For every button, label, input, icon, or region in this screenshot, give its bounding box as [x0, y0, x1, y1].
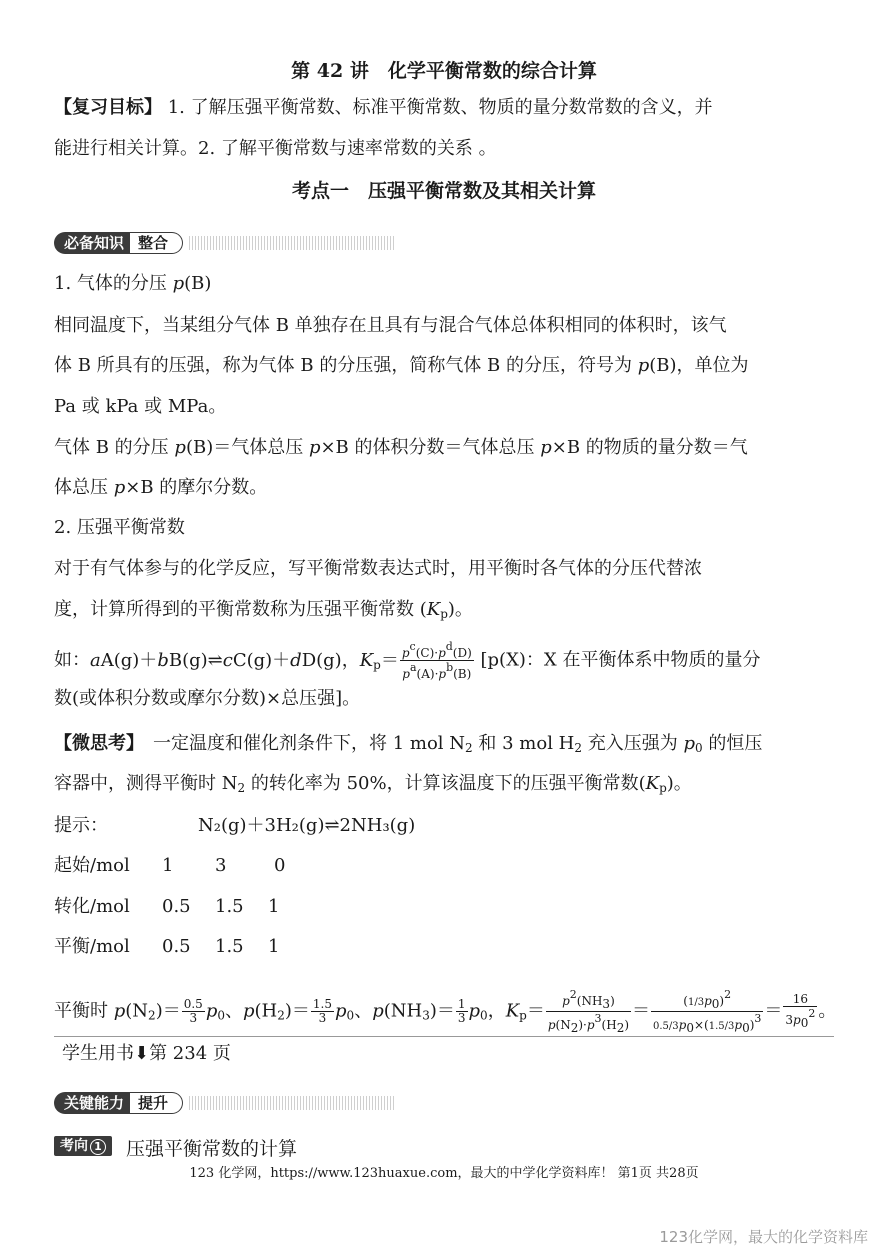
think-text-1: 一定温度和催化剂条件下，将 1 mol N [135, 733, 466, 754]
think-text-2b: 的转化率为 50%，计算该温度下的压强平衡常数( [245, 773, 646, 794]
k2-eg-pre: 如： [54, 649, 90, 671]
banner-light-label: 整合 [130, 232, 183, 254]
k2-eg-line2: 数(或体积分数或摩尔分数)×总压强]。 [54, 688, 361, 709]
page-footer: 123 化学网，https://www.123huaxue.com，最大的中学化学资料库！ 第1页 共28页 [189, 1166, 699, 1181]
review-goals [54, 97, 713, 119]
hint-row-value: 1 [268, 896, 280, 917]
banner-light-label: 提升 [130, 1092, 183, 1114]
k2-p1b-tail: )。 [447, 599, 473, 620]
hint-row-value: 1.5 [215, 936, 244, 957]
think-text-1b: 和 3 mol H [472, 733, 575, 754]
kp-symbol: K [426, 599, 441, 620]
k1-p2b-pre: 体总压 [54, 477, 114, 498]
k1-para-2b [54, 477, 267, 499]
banner-stripe [189, 236, 395, 250]
k1-p2a-mid3: ×B 的物质的量分数＝气 [551, 437, 748, 458]
k1-para-1a: 相同温度下，当某组分气体 B 单独存在且具有与混合气体总体积相同的体积时，该气 [54, 315, 727, 336]
think-text-1d: 的恒压 [702, 733, 763, 754]
k2-example [54, 640, 760, 681]
k1-heading-symbol: p [172, 273, 185, 294]
k2-para-1b: 度，计算所得到的平衡常数称为压强平衡常数 $(K_p)$。 [54, 599, 473, 621]
circled-number: 1 [90, 1139, 106, 1155]
section-title: 考点一 压强平衡常数及其相关计算 [291, 180, 596, 202]
hint-row-label: 平衡/mol [54, 936, 130, 957]
k1-p2b-tail: ×B 的摩尔分数。 [125, 477, 268, 498]
banner-dark-label: 关键能力 [54, 1092, 136, 1114]
think-line-1: 【微思考】 一定温度和催化剂条件下，将 1 mol $N_2$ 和 3 mol $H_2$ 充入压强为 $p_0$ 的恒压 [54, 733, 763, 755]
banner-ability [54, 1092, 395, 1114]
k1-p1b-pre: 体 B 所具有的压强，称为气体 B 的分压强，简称气体 B 的分压，符号为 [54, 355, 638, 376]
p-symbol: p [174, 437, 186, 458]
general-reaction: aA(g)＋bB(g)⇌cC(g)＋dD(g)，$K_p=$ [90, 649, 399, 672]
k2-heading: 2. 压强平衡常数 [54, 517, 185, 538]
k1-para-2a [54, 437, 748, 459]
k2-p1b-pre: 度，计算所得到的平衡常数称为压强平衡常数 ( [54, 599, 427, 620]
k2-para-1a: 对于有气体参与的化学反应，写平衡常数表达式时，用平衡时各气体的分压代替浓 [54, 558, 702, 579]
hint-row-value: 1.5 [215, 896, 244, 917]
k1-p1b-symbol: p [637, 355, 650, 376]
k1-para-1c: Pa 或 kPa 或 MPa。 [54, 396, 227, 417]
think-label: 【微思考】 [54, 733, 135, 754]
p-symbol: p [308, 437, 321, 458]
think-text-2c: )。 [666, 773, 692, 794]
watermark: 123化学网，最大的化学资料库 [659, 1228, 868, 1246]
direction-tag-label: 考向 [60, 1138, 88, 1154]
think-text-2a: 容器中，测得平衡时 N [54, 773, 238, 794]
k1-heading-text: 1. 气体的分压 [54, 273, 173, 294]
hint-row-value: 1 [268, 936, 280, 957]
banner-knowledge [54, 232, 395, 254]
kp-general-fraction: $\frac{p^c(C)\cdot p^d(D)}{p^a(A)\cdot p^b(B)}$ [401, 640, 472, 681]
hint-row-label: 起始/mol [54, 855, 130, 876]
direction-title: 压强平衡常数的计算 [126, 1138, 298, 1160]
review-text-2: 能进行相关计算。2. 了解平衡常数与速率常数的关系 。 [54, 138, 497, 159]
think-line-2: 容器中，测得平衡时 $N_2$ 的转化率为 50%，计算该温度下的压强平衡常数$(K_p)$。 [54, 773, 692, 795]
hint-row-value: 1 [162, 855, 174, 876]
think-text-1c: 充入压强为 [582, 733, 684, 754]
direction-tag [54, 1136, 112, 1156]
review-text-1: 1. 了解压强平衡常数、标准平衡常数、物质的量分数常数的含义，并 [162, 97, 713, 118]
banner-dark-label: 必备知识 [54, 232, 136, 254]
banner-stripe [189, 1096, 395, 1110]
hint-row-label: 转化/mol [54, 896, 130, 917]
equilibrium-result: 平衡时 $p(N_2)=$ $\frac{0.5}{3}$ $p_0$、$p(H_2)=$ $\frac{1.5}{3}$ $p_0$、$p(NH_3)=$ $\frac{1}{3}$ $p_0$，$K_p=$ $\frac{p^2(NH_3)}{p(N_2)\cdot p^3(H_2)}$ ＝ $\frac{(1/3p_0)^2}{0.5/3p_0\times(1.5/3p_0)^3}$ ＝ $\frac{16}{3p_0^2}$ 。 [54, 988, 837, 1035]
hint-label: 提示： [54, 815, 108, 836]
hint-equation: N₂(g)＋3H₂(g)⇌2NH₃(g) [198, 815, 416, 836]
k1-para-1b [54, 355, 749, 377]
k1-p1b-tail: (B)，单位为 [649, 355, 749, 376]
k1-p2a-mid1: (B)＝气体总压 [185, 437, 309, 458]
hint-row-value: 0.5 [162, 936, 191, 957]
page-title: 第 42 讲 化学平衡常数的综合计算 [291, 60, 597, 82]
review-label: 【复习目标】 [54, 97, 162, 118]
kp-fraction-3: $\frac{16}{3p_0^2}$ [785, 992, 816, 1030]
hint-row-value: 3 [215, 855, 227, 876]
kp-fraction-1: $\frac{p^2(NH_3)}{p(N_2)\cdot p^3(H_2)}$ [547, 988, 630, 1035]
p-symbol: p [113, 477, 126, 498]
k1-p2a-mid2: ×B 的体积分数＝气体总压 [320, 437, 541, 458]
k1-heading [54, 273, 211, 295]
result-pre: 平衡时 [54, 1000, 114, 1022]
hint-row-value: 0 [274, 855, 286, 876]
kp-fraction-2: $\frac{(1/3p_0)^2}{0.5/3p_0\times(1.5/3p_0)^3}$ [653, 988, 762, 1035]
k2-eg-note: [p(X)：X 在平衡体系中物质的量分 [480, 649, 761, 671]
k1-p2a-pre: 气体 B 的分压 [54, 437, 175, 458]
k1-heading-tail: (B) [184, 273, 212, 294]
hint-row-value: 0.5 [162, 896, 191, 917]
book-reference: 学生用书⬇第 234 页 [62, 1043, 231, 1064]
p-symbol: p [540, 437, 552, 458]
divider [54, 1036, 834, 1037]
